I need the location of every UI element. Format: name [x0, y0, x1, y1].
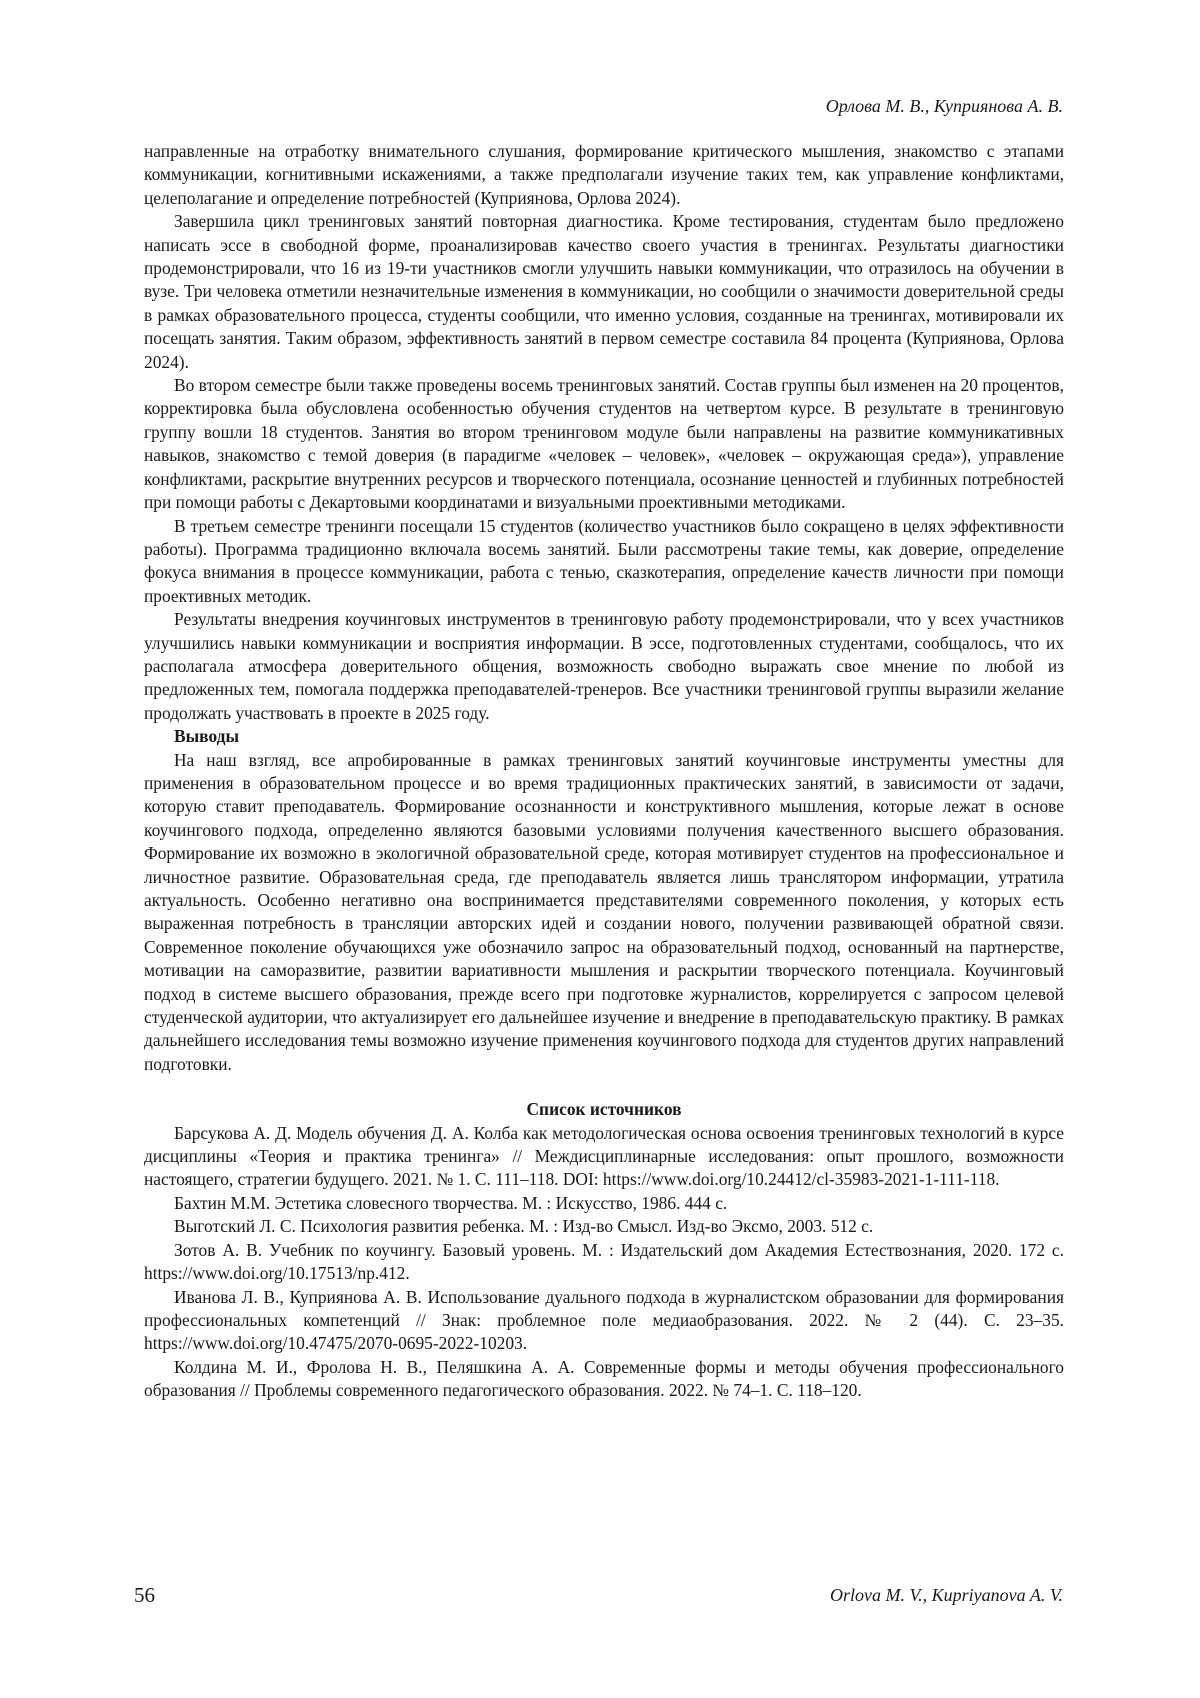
reference-item: Бахтин М.М. Эстетика словесного творчества. М. : Искусство, 1986. 444 с. — [174, 1192, 728, 1213]
reference-item: Колдина М. И., Фролова Н. В., Пеляшкина А. А. Современные формы и методы обучения профессионального образования // Проблемы современного педагогического образования. 2022. № 74–1. С. 118–120. — [144, 1356, 1064, 1401]
reference-item: Иванова Л. В., Куприянова А. В. Использование дуального подхода в журналистском образовании для формирования профессиональных компетенций // Знак: проблемное поле медиаобразования. 2022. № 2 (44). С. 23–35. https://www.doi.org/10.47475/2070-0695-2022-10203. — [144, 1286, 1064, 1354]
reference-item: Зотов А. В. Учебник по коучингу. Базовый уровень. М. : Издательский дом Академия Естествознания, 2020. 172 с. https://www.doi.org/10.17513/np.412. — [144, 1239, 1064, 1284]
article-body — [144, 140, 1064, 1403]
footer-authors: Orlova M. V., Kupriyanova A. V. — [830, 1585, 1063, 1605]
conclusions-heading: Выводы — [174, 726, 240, 747]
page-number: 56 — [134, 1583, 155, 1607]
running-head: Орлова М. В., Куприянова А. В. — [825, 96, 1063, 116]
paragraph-1: направленные на отработку внимательного слушания, формирование критического мышления, знакомство с этапами коммуникации, когнитивными искажениями, а также предполагали изучение таких тем, как управление конфликтами, целеполагание и определение потребностей (Куприянова, Орлова 2024). — [144, 141, 1064, 208]
paragraph-2: Завершила цикл тренинговых занятий повторная диагностика. Кроме тестирования, студентам было предложено написать эссе в свободной форме, проанализировав качество своего участия в тренингах. Результаты диагностики продемонстрировали, что 16 из 19-ти участников смогли улучшить навыки коммуникации, что отразилось на обучении в вузе. Три человека отметили незначительные изменения в коммуникации, но сообщили о значимости доверительной среды в рамках образовательного процесса, студенты сообщили, что именно условия, созданные на тренингах, мотивировали их посещать занятия. Таким образом, эффективность занятий в первом семестре составила 84 процента (Куприянова, Орлова 2024). — [144, 211, 1064, 372]
reference-item: Барсукова А. Д. Модель обучения Д. А. Колба как методологическая основа освоения тренинговых технологий в курсе дисциплины «Теория и практика тренинга» // Междисциплинарные исследования: опыт прошлого, возможности настоящего, стратегии будущего. 2021. № 1. С. 111–118. DOI: https://www.doi.org/10.24412/cl-35983-2021-1-111-118. — [144, 1122, 1064, 1190]
conclusions-text: На наш взгляд, все апробированные в рамках тренинговых занятий коучинговые инструменты уместны для применения в образовательном процессе и во время традиционных практических занятий, в зависимости от задачи, которую ставит преподаватель. Формирование осознанности и конструктивного мышления, которые лежат в основе коучингового подхода, определенно являются базовыми условиями получения качественного высшего образования. Формирование их возможно в экологичной образовательной среде, которая мотивирует студентов на профессиональное и личностное развитие. Образовательная среда, где преподаватель является лишь транслятором информации, утратила актуальность. Особенно негативно она воспринимается представителями современного поколения, у которых есть выраженная потребность в трансляции авторских идей и создании нового, получении развивающей обратной связи. Современное поколение обучающихся уже обозначило запрос на образовательный подход, основанный на партнерстве, мотивации на саморазвитие, развитии вариативности мышления и раскрытии творческого потенциала. Коучинговый подход в системе высшего образования, прежде всего при подготовке журналистов, коррелируется с запросом целевой студенческой аудитории, что актуализирует его дальнейшее изучение и внедрение в преподавательскую практику. В рамках дальнейшего исследования темы возможно изучение применения коучингового подхода для студентов других направлений подготовки. — [144, 749, 1064, 1074]
paragraph-5: Результаты внедрения коучинговых инструментов в тренинговую работу продемонстрировали, что у всех участников улучшились навыки коммуникации и восприятия информации. В эссе, подготовленных студентами, сообщалось, что их располагала атмосфера доверительного общения, возможность свободно выражать свое мнение по любой из предложенных тем, помогала поддержка преподавателей-тренеров. Все участники тренинговой группы выразили желание продолжать участвовать в проекте в 2025 году. — [144, 609, 1064, 723]
references-heading: Список источников — [526, 1099, 682, 1120]
paragraph-4: В третьем семестре тренинги посещали 15 студентов (количество участников было сокращено в целях эффективности работы). Программа традиционно включала восемь занятий. Были рассмотрены такие темы, как доверие, определение фокуса внимания в процессе коммуникации, работа с тенью, сказкотерапия, определение качеств личности при помощи проективных методик. — [144, 515, 1064, 606]
paragraph-3: Во втором семестре были также проведены восемь тренинговых занятий. Состав группы был изменен на 20 процентов, корректировка была обусловлена особенностью обучения студентов на четвертом курсе. В результате в тренинговую группу вошли 18 студентов. Занятия во втором тренинговом модуле были направлены на развитие коммуникативных навыков, знакомство с темой доверия (в парадигме «человек – человек», «человек – окружающая среда»), управление конфликтами, раскрытие внутренних ресурсов и творческого потенциала, осознание ценностей и глубинных потребностей при помощи работы с Декартовыми координатами и визуальными проективными методиками. — [144, 375, 1064, 513]
reference-item: Выготский Л. С. Психология развития ребенка. М. : Изд-во Смысл. Изд-во Эксмо, 2003. 512 с. — [174, 1216, 874, 1237]
